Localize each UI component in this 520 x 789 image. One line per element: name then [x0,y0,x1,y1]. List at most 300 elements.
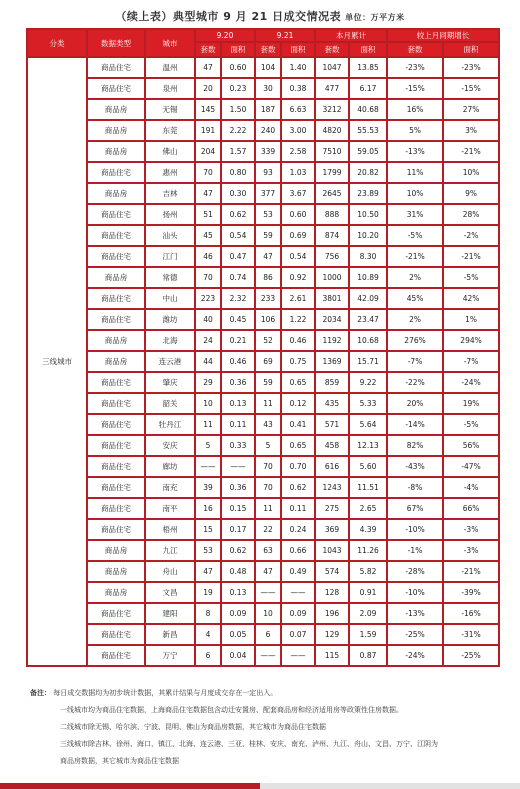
cell-city: 惠州 [145,162,195,183]
header-growth: 较上月同期增长 [387,29,499,42]
cell-s2: 11 [255,498,281,519]
cell-ca: 5.82 [349,561,387,582]
table-row [27,225,499,246]
cell-a1: 0.33 [221,435,255,456]
cell-gs: 276% [387,330,443,351]
cell-cs: 2034 [315,309,349,330]
cell-a1: 0.36 [221,372,255,393]
cell-ca: 59.05 [349,141,387,162]
cell-ca: 5.64 [349,414,387,435]
cell-cs: 4820 [315,120,349,141]
cell-s1: 46 [195,246,221,267]
cell-a2: 0.92 [281,267,315,288]
cell-cs: 574 [315,561,349,582]
cell-gs: -24% [387,645,443,666]
cell-ca: 10.89 [349,267,387,288]
cell-a2: 0.46 [281,330,315,351]
cell-ca: 0.87 [349,645,387,666]
cell-a2: 0.70 [281,456,315,477]
cell-s1: 16 [195,498,221,519]
cell-a1: —— [221,456,255,477]
cell-ga: -3% [443,540,499,561]
cell-a2: 0.65 [281,435,315,456]
cell-type: 商品房 [87,141,145,162]
cell-s1: 4 [195,624,221,645]
cell-ga: 9% [443,183,499,204]
notes-line-2: 一线城市均为商品住宅数据，上海商品住宅数据包含动迁安置房、配套商品房和经济适用房等政策性住房数据。 [60,706,403,714]
cell-ca: 8.30 [349,246,387,267]
cell-ca: 15.71 [349,351,387,372]
cell-ca: 6.17 [349,78,387,99]
table-row [27,456,499,477]
cell-a2: —— [281,645,315,666]
cell-a2: 0.11 [281,498,315,519]
cell-city: 肇庆 [145,372,195,393]
cell-s1: 20 [195,78,221,99]
table-body [27,57,499,666]
cell-ga: 3% [443,120,499,141]
cell-type: 商品住宅 [87,372,145,393]
cell-gs: 31% [387,204,443,225]
cell-ca: 10.20 [349,225,387,246]
transaction-table [26,28,500,667]
cell-type: 商品住宅 [87,477,145,498]
cell-s2: 30 [255,78,281,99]
cell-ga: 56% [443,435,499,456]
cell-s1: 53 [195,540,221,561]
cell-s2: 11 [255,393,281,414]
cell-gs: -43% [387,456,443,477]
cell-s1: 24 [195,330,221,351]
cell-ca: 2.09 [349,603,387,624]
cell-a1: 0.60 [221,57,255,78]
cell-cs: 458 [315,435,349,456]
cell-s2: 377 [255,183,281,204]
cell-a1: 1.50 [221,99,255,120]
cell-s2: 233 [255,288,281,309]
cell-cs: 1000 [315,267,349,288]
cell-a2: 0.09 [281,603,315,624]
cell-gs: -5% [387,225,443,246]
cell-s2: 240 [255,120,281,141]
cell-city: 九江 [145,540,195,561]
table-row [27,624,499,645]
cell-city: 吉林 [145,183,195,204]
cell-type: 商品住宅 [87,498,145,519]
table-row [27,288,499,309]
footer-rule-accent [0,783,260,789]
unit-text: 单位：万平方米 [345,13,405,22]
cell-a1: 0.45 [221,309,255,330]
cell-s2: 104 [255,57,281,78]
header-cumulative: 本月累计 [315,29,387,42]
table-row [27,78,499,99]
table-row [27,561,499,582]
cell-s1: 191 [195,120,221,141]
cell-cs: 369 [315,519,349,540]
notes-line-4: 三线城市除吉林、徐州、海口、镇江、北海、连云港、三亚、桂林、安庆、南充、泸州、九江、舟山、文昌、万宁、江阴为 [60,740,438,748]
notes-line-5: 商品房数据，其它城市为商品住宅数据 [60,757,179,765]
cell-s1: 11 [195,414,221,435]
cell-ga: -21% [443,246,499,267]
cell-s1: —— [195,456,221,477]
cell-gs: -7% [387,351,443,372]
cell-a1: 0.62 [221,540,255,561]
table-row [27,267,499,288]
cell-a1: 2.32 [221,288,255,309]
cell-ca: 1.59 [349,624,387,645]
cell-ga: -5% [443,414,499,435]
cell-city: 东莞 [145,120,195,141]
cell-s1: 204 [195,141,221,162]
cell-ga: 10% [443,162,499,183]
table-row [27,582,499,603]
cell-type: 商品房 [87,351,145,372]
cell-gs: -1% [387,540,443,561]
notes-line-1 [30,685,500,702]
header-city: 城市 [145,29,195,57]
cell-ca: 10.50 [349,204,387,225]
cell-ga: -7% [443,351,499,372]
cell-a2: 0.66 [281,540,315,561]
cell-ga: -21% [443,141,499,162]
cell-s2: —— [255,582,281,603]
cell-cs: 477 [315,78,349,99]
cell-type: 商品住宅 [87,204,145,225]
cell-cs: 128 [315,582,349,603]
cell-type: 商品住宅 [87,603,145,624]
cell-a1: 0.47 [221,246,255,267]
cell-city: 文昌 [145,582,195,603]
table-row [27,414,499,435]
cell-cs: 3801 [315,288,349,309]
cell-type: 商品房 [87,540,145,561]
cell-ca: 13.85 [349,57,387,78]
cell-ga: 42% [443,288,499,309]
cell-type: 商品住宅 [87,225,145,246]
cell-a1: 1.57 [221,141,255,162]
subheader-area: 面积 [281,42,315,57]
cell-s2: 53 [255,204,281,225]
cell-city: 中山 [145,288,195,309]
cell-s2: 47 [255,246,281,267]
cell-type: 商品住宅 [87,414,145,435]
cell-type: 商品住宅 [87,246,145,267]
cell-city: 舟山 [145,561,195,582]
cell-s1: 6 [195,645,221,666]
cell-s2: 6 [255,624,281,645]
cell-city: 廊坊 [145,456,195,477]
cell-cs: 888 [315,204,349,225]
cell-cs: 1799 [315,162,349,183]
cell-gs: -21% [387,246,443,267]
title-text: （续上表）典型城市 9 月 21 日成交情况表 [115,10,342,23]
cell-a2: 0.24 [281,519,315,540]
table-row [27,540,499,561]
cell-a2: 1.40 [281,57,315,78]
category-cell: 三线城市 [27,57,87,666]
cell-a1: 0.13 [221,393,255,414]
table-row [27,519,499,540]
cell-ca: 42.09 [349,288,387,309]
table-row [27,330,499,351]
cell-a1: 0.54 [221,225,255,246]
cell-type: 商品房 [87,330,145,351]
cell-s1: 47 [195,183,221,204]
cell-gs: -13% [387,141,443,162]
cell-s1: 45 [195,225,221,246]
cell-type: 商品住宅 [87,519,145,540]
notes-section [30,685,500,770]
table-row [27,99,499,120]
table-row [27,393,499,414]
cell-a1: 0.74 [221,267,255,288]
cell-a2: 0.65 [281,372,315,393]
cell-ga: -23% [443,57,499,78]
cell-a1: 0.48 [221,561,255,582]
cell-s2: 5 [255,435,281,456]
cell-type: 商品住宅 [87,288,145,309]
table-row [27,246,499,267]
cell-city: 江门 [145,246,195,267]
cell-ga: 1% [443,309,499,330]
cell-s2: 59 [255,372,281,393]
cell-a2: 0.60 [281,204,315,225]
cell-ca: 23.47 [349,309,387,330]
cell-a2: 2.61 [281,288,315,309]
subheader-sets: 套数 [195,42,221,57]
cell-gs: 45% [387,288,443,309]
cell-a2: 3.67 [281,183,315,204]
cell-gs: 2% [387,309,443,330]
table-row [27,351,499,372]
cell-ca: 5.33 [349,393,387,414]
table-row [27,372,499,393]
cell-city: 南充 [145,477,195,498]
cell-ca: 20.82 [349,162,387,183]
cell-s2: 22 [255,519,281,540]
subheader-area: 面积 [221,42,255,57]
cell-ga: 19% [443,393,499,414]
cell-s1: 223 [195,288,221,309]
cell-s2: 69 [255,351,281,372]
cell-s2: 339 [255,141,281,162]
cell-s1: 145 [195,99,221,120]
cell-a2: 0.49 [281,561,315,582]
cell-cs: 2645 [315,183,349,204]
cell-a1: 0.80 [221,162,255,183]
cell-s2: 47 [255,561,281,582]
cell-gs: -25% [387,624,443,645]
cell-a1: 0.23 [221,78,255,99]
cell-s1: 8 [195,603,221,624]
cell-s2: 10 [255,603,281,624]
cell-cs: 1192 [315,330,349,351]
cell-s2: 86 [255,267,281,288]
table-row [27,57,499,78]
cell-cs: 616 [315,456,349,477]
cell-gs: 5% [387,120,443,141]
cell-ca: 55.53 [349,120,387,141]
table-row [27,183,499,204]
subheader-area: 面积 [443,42,499,57]
cell-ga: -47% [443,456,499,477]
cell-ca: 12.13 [349,435,387,456]
table-row [27,141,499,162]
table-row [27,309,499,330]
cell-a2: 0.75 [281,351,315,372]
cell-a2: 0.62 [281,477,315,498]
cell-city: 佛山 [145,141,195,162]
cell-gs: 10% [387,183,443,204]
cell-s2: 70 [255,477,281,498]
cell-type: 商品住宅 [87,57,145,78]
cell-gs: 20% [387,393,443,414]
cell-ga: -25% [443,645,499,666]
cell-ga: 294% [443,330,499,351]
cell-city: 扬州 [145,204,195,225]
cell-a1: 0.13 [221,582,255,603]
cell-ga: -15% [443,78,499,99]
cell-type: 商品房 [87,183,145,204]
cell-type: 商品房 [87,120,145,141]
cell-cs: 129 [315,624,349,645]
cell-s1: 40 [195,309,221,330]
cell-gs: 67% [387,498,443,519]
header-data-type: 数据类型 [87,29,145,57]
cell-s2: 59 [255,225,281,246]
notes-line-3: 二线城市除无锡、哈尔滨、宁波、昆明、佛山为商品房数据，其它城市为商品住宅数据 [60,723,326,731]
cell-s1: 44 [195,351,221,372]
notes-text: 每日成交数据均为初步统计数据，其累计结果与月度成交存在一定出入。 [53,689,278,697]
cell-s1: 70 [195,267,221,288]
cell-gs: -8% [387,477,443,498]
cell-type: 商品住宅 [87,393,145,414]
cell-ca: 0.91 [349,582,387,603]
cell-city: 南平 [145,498,195,519]
cell-s2: 187 [255,99,281,120]
cell-gs: -14% [387,414,443,435]
cell-type: 商品住宅 [87,645,145,666]
cell-cs: 571 [315,414,349,435]
cell-ca: 4.39 [349,519,387,540]
cell-s1: 47 [195,57,221,78]
table-row [27,498,499,519]
cell-city: 万宁 [145,645,195,666]
cell-cs: 115 [315,645,349,666]
cell-a1: 0.05 [221,624,255,645]
cell-ca: 11.51 [349,477,387,498]
cell-a2: —— [281,582,315,603]
cell-gs: 16% [387,99,443,120]
cell-city: 温州 [145,57,195,78]
cell-ga: -21% [443,561,499,582]
cell-a2: 3.00 [281,120,315,141]
cell-type: 商品住宅 [87,162,145,183]
cell-a1: 0.36 [221,477,255,498]
cell-a1: 0.46 [221,351,255,372]
cell-a2: 6.63 [281,99,315,120]
cell-s1: 29 [195,372,221,393]
cell-ga: -3% [443,519,499,540]
cell-ga: -31% [443,624,499,645]
cell-ca: 2.65 [349,498,387,519]
cell-cs: 196 [315,603,349,624]
cell-city: 潍坊 [145,309,195,330]
cell-a2: 1.03 [281,162,315,183]
cell-a1: 0.04 [221,645,255,666]
cell-cs: 1047 [315,57,349,78]
cell-gs: 2% [387,267,443,288]
cell-city: 常德 [145,267,195,288]
cell-type: 商品住宅 [87,309,145,330]
cell-a2: 0.12 [281,393,315,414]
cell-s2: 43 [255,414,281,435]
table-row [27,435,499,456]
cell-city: 汕头 [145,225,195,246]
cell-cs: 3212 [315,99,349,120]
cell-gs: 82% [387,435,443,456]
cell-city: 北海 [145,330,195,351]
cell-type: 商品住宅 [87,456,145,477]
cell-cs: 275 [315,498,349,519]
cell-cs: 7510 [315,141,349,162]
cell-ga: 66% [443,498,499,519]
subheader-area: 面积 [349,42,387,57]
cell-type: 商品房 [87,99,145,120]
cell-a2: 2.58 [281,141,315,162]
cell-a1: 0.09 [221,603,255,624]
cell-a2: 0.41 [281,414,315,435]
table-row [27,162,499,183]
cell-a2: 0.38 [281,78,315,99]
cell-cs: 1243 [315,477,349,498]
cell-type: 商品住宅 [87,624,145,645]
cell-s2: —— [255,645,281,666]
cell-ga: -2% [443,225,499,246]
cell-ga: -39% [443,582,499,603]
cell-s1: 5 [195,435,221,456]
cell-ca: 11.26 [349,540,387,561]
cell-type: 商品住宅 [87,78,145,99]
cell-gs: -23% [387,57,443,78]
cell-a1: 2.22 [221,120,255,141]
header-date2: 9.21 [255,29,315,42]
cell-city: 梧州 [145,519,195,540]
cell-s2: 63 [255,540,281,561]
cell-city: 泉州 [145,78,195,99]
cell-a1: 0.21 [221,330,255,351]
table-title [0,8,520,24]
cell-s1: 39 [195,477,221,498]
table-row [27,603,499,624]
cell-city: 韶关 [145,393,195,414]
table-row [27,204,499,225]
cell-s1: 47 [195,561,221,582]
table-row [27,120,499,141]
notes-label: 备注： [30,689,51,697]
cell-s2: 106 [255,309,281,330]
cell-ca: 23.89 [349,183,387,204]
cell-a1: 0.15 [221,498,255,519]
cell-ga: -24% [443,372,499,393]
cell-gs: -22% [387,372,443,393]
subheader-sets: 套数 [387,42,443,57]
cell-a1: 0.11 [221,414,255,435]
cell-s1: 10 [195,393,221,414]
cell-a1: 0.30 [221,183,255,204]
cell-a1: 0.17 [221,519,255,540]
